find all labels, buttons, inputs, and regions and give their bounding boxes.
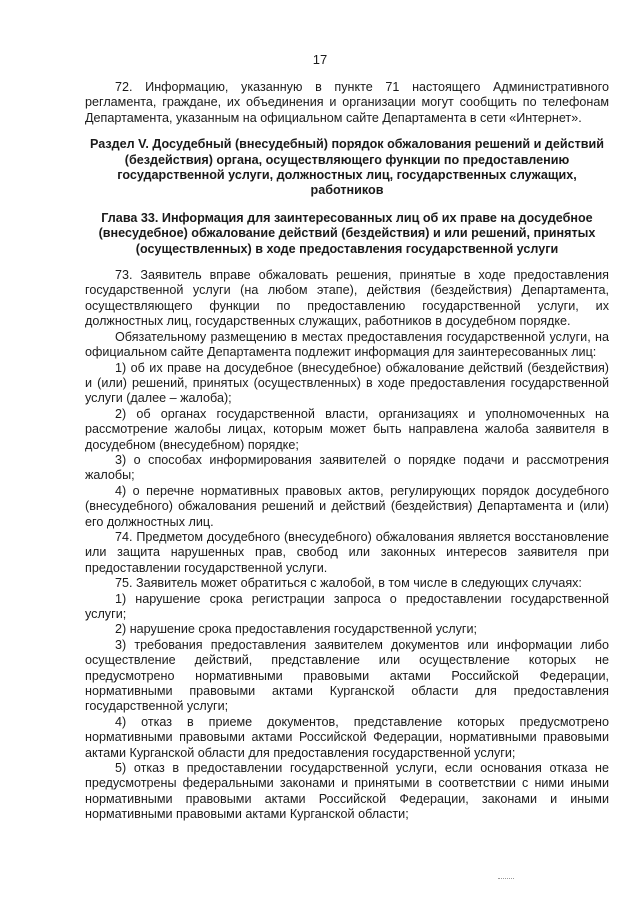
- page-content: [85, 80, 609, 823]
- list-item-3: 3) о способах информирования заявителей о порядке подачи и рассмотрения жалобы;: [85, 452, 609, 483]
- case-item-5: 5) отказ в предоставлении государственной услуги, если основания отказа не предусмотрены федеральными законами и принятыми в соответствии с ними иными нормативными правовыми актами Российской Федерации, законами и иными нормативными правовыми актами Курганской области;: [85, 761, 609, 822]
- case-item-4: 4) отказ в приеме документов, представление которых предусмотрено нормативными правовыми актами Российской Федерации, нормативными правовыми актами Курганской области для предоставления государственной услуги;: [85, 714, 609, 760]
- case-item-3: 3) требования предоставления заявителем документов или информации либо осуществление действий, представление или осуществление которых не предусмотрено нормативными правовыми актами Российской Федерации, нормативными правовыми актами Курганской области для предоставления государственной услуги;: [85, 637, 609, 714]
- paragraph-73: 73. Заявитель вправе обжаловать решения, принятые в ходе предоставления государственной услуги (на любом этапе), действия (бездействия) Департамента, осуществляющего функции по предоставлению государственной услуги, их должностных лиц, государственных служащих, работников в досудебном порядке.: [85, 268, 609, 329]
- case-item-1: 1) нарушение срока регистрации запроса о предоставлении государственной услуги;: [85, 591, 609, 621]
- list-item-4: 4) о перечне нормативных правовых актов, регулирующих порядок досудебного (внесудебного) обжалования решений и действий (бездействия) Департамента и (или) его должностных лиц.: [85, 483, 609, 529]
- paragraph-placement: Обязательному размещению в местах предоставления государственной услуги, на официальном сайте Департамента подлежит информация для заинтересованных лиц:: [85, 329, 609, 360]
- scan-mark: [498, 878, 514, 882]
- page-number: 17: [312, 52, 328, 67]
- body-text: [85, 268, 609, 823]
- case-item-2: 2) нарушение срока предоставления государственной услуги;: [115, 622, 478, 637]
- chapter-heading: Глава 33. Информация для заинтересованных лиц об их праве на досудебное (внесудебное) обжалование действий (бездействия) и или решений, принятых (осуществленных) в ходе предоставления государственной услуги: [98, 210, 596, 256]
- list-item-1: 1) об их праве на досудебное (внесудебное) обжалование действий (бездействия) и (или) решений, принятых (осуществленных) в ходе предоставления государственной услуги (далее – жалоба);: [85, 360, 609, 406]
- paragraph-72: 72. Информацию, указанную в пункте 71 настоящего Административного регламента, граждане, их объединения и организации могут сообщить по телефонам Департамента, указанным на официальном сайте Департамента в сети «Интернет».: [85, 80, 609, 125]
- paragraph-74: 74. Предметом досудебного (внесудебного) обжалования является восстановление или защита нарушенных прав, свобод или законных интересов заявителя при предоставлении государственной услуги.: [85, 529, 609, 575]
- section-heading: Раздел V. Досудебный (внесудебный) порядок обжалования решений и действий (бездействия) органа, осуществляющего функции по предоставлению государственной услуги, должностных лиц, государственных служащих, работников: [90, 137, 604, 198]
- paragraph-75: 75. Заявитель может обратиться с жалобой, в том числе в следующих случаях:: [115, 576, 582, 591]
- list-item-2: 2) об органах государственной власти, организациях и уполномоченных на рассмотрение жалобы лицах, которым может быть направлена жалоба заявителя в досудебном (внесудебном) порядке;: [85, 406, 609, 452]
